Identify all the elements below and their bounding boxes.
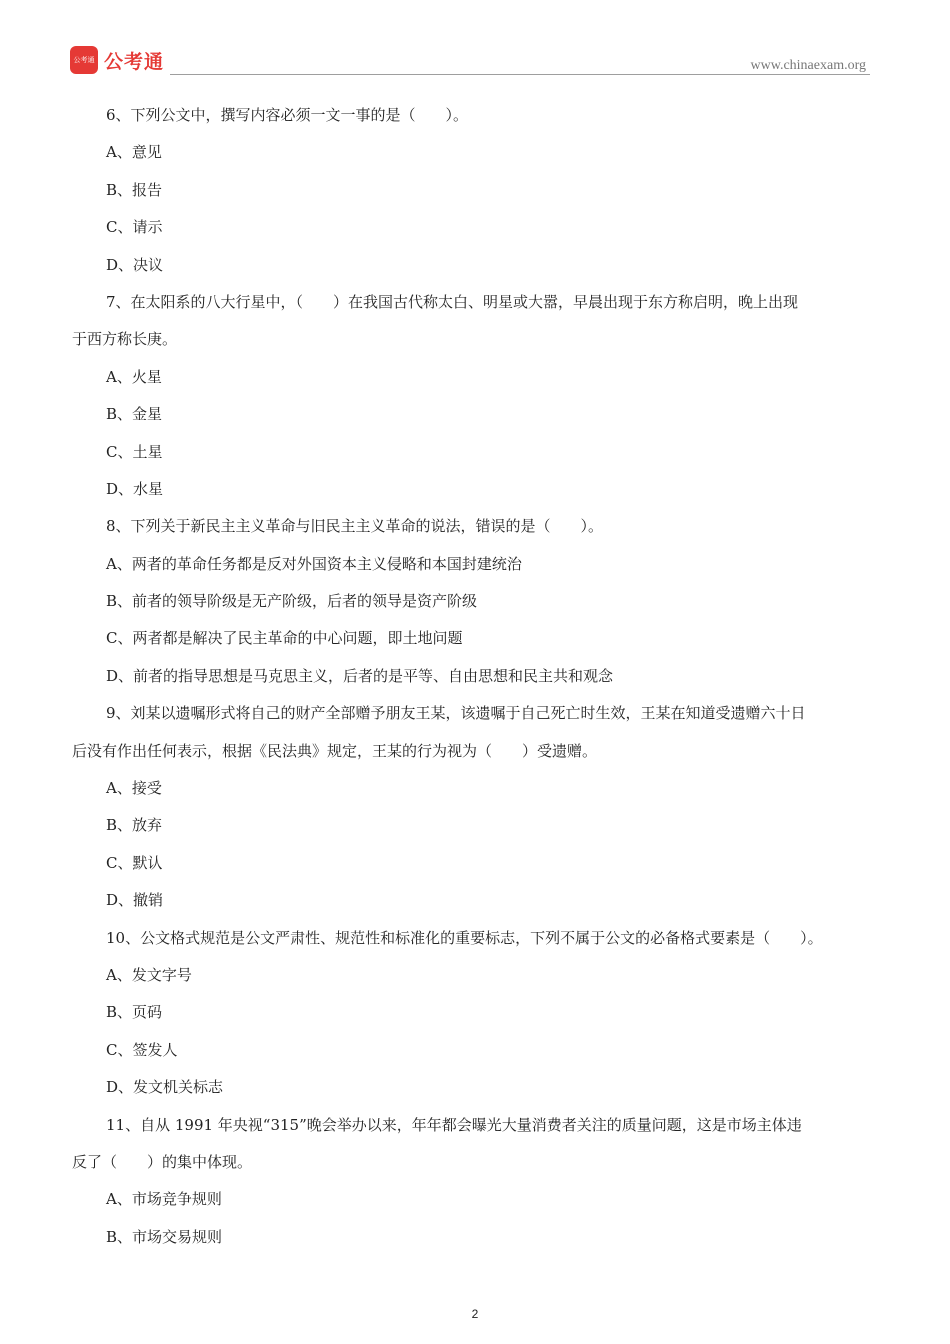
answer-option: C、签发人	[106, 1040, 178, 1059]
answer-option: D、水星	[106, 479, 164, 498]
question-text: 11、自从 1991 年央视“315”晚会举办以来，年年都会曝光大量消费者关注的质量问题，这是市场主体违	[106, 1115, 802, 1134]
question-text-continued: 反了（ ）的集中体现。	[72, 1152, 253, 1171]
answer-option: A、两者的革命任务都是反对外国资本主义侵略和本国封建统治	[106, 554, 522, 573]
question-text: 9、刘某以遗嘱形式将自己的财产全部赠予朋友王某，该遗嘱于自己死亡时生效，王某在知道受遗赠六十日	[106, 704, 806, 723]
answer-option: A、意见	[106, 143, 162, 162]
answer-option: A、接受	[106, 779, 162, 798]
answer-option: D、撤销	[106, 891, 164, 910]
logo-badge: 公考通	[70, 46, 98, 74]
answer-option: B、放弃	[106, 816, 163, 835]
answer-option: A、火星	[106, 367, 162, 386]
answer-option: D、决议	[106, 255, 164, 274]
answer-option: C、土星	[106, 442, 163, 461]
answer-option: D、发文机关标志	[106, 1078, 224, 1097]
page-header	[70, 44, 870, 76]
answer-option: A、发文字号	[106, 965, 192, 984]
answer-option: B、前者的领导阶级是无产阶级，后者的领导是资产阶级	[106, 592, 478, 611]
answer-option: C、两者都是解决了民主革命的中心问题，即土地问题	[106, 629, 463, 648]
question-text: 6、下列公文中，撰写内容必须一文一事的是（ ）。	[106, 106, 469, 124]
answer-option: B、页码	[106, 1003, 163, 1022]
question-text: 8、下列关于新民主主义革命与旧民主主义革命的说法，错误的是（ ）。	[106, 517, 604, 536]
question-text: 7、在太阳系的八大行星中，（ ）在我国古代称太白、明星或大嚣，早晨出现于东方称启明，晚上出现	[106, 292, 799, 311]
question-text-continued: 后没有作出任何表示，根据《民法典》规定，王某的行为视为（ ）受遗赠。	[72, 741, 598, 760]
answer-option: D、前者的指导思想是马克思主义，后者的是平等、自由思想和民主共和观念	[106, 666, 614, 685]
question-text: 10、公文格式规范是公文严肃性、规范性和标准化的重要标志，下列不属于公文的必备格式要素是（ ）。	[106, 928, 823, 947]
question-list	[72, 97, 880, 1256]
site-url: www.chinaexam.org	[750, 58, 866, 73]
answer-option: B、市场交易规则	[106, 1227, 223, 1246]
logo-text: 公考通	[104, 50, 165, 73]
answer-option: C、请示	[106, 218, 163, 237]
answer-option: C、默认	[106, 853, 163, 872]
logo	[70, 46, 164, 74]
page-number: 2	[471, 1307, 479, 1321]
answer-option: B、金星	[106, 405, 163, 424]
question-text-continued: 于西方称长庚。	[72, 330, 178, 349]
answer-option: B、报告	[106, 180, 163, 199]
answer-option: A、市场竞争规则	[106, 1190, 222, 1209]
header-divider	[170, 74, 870, 75]
